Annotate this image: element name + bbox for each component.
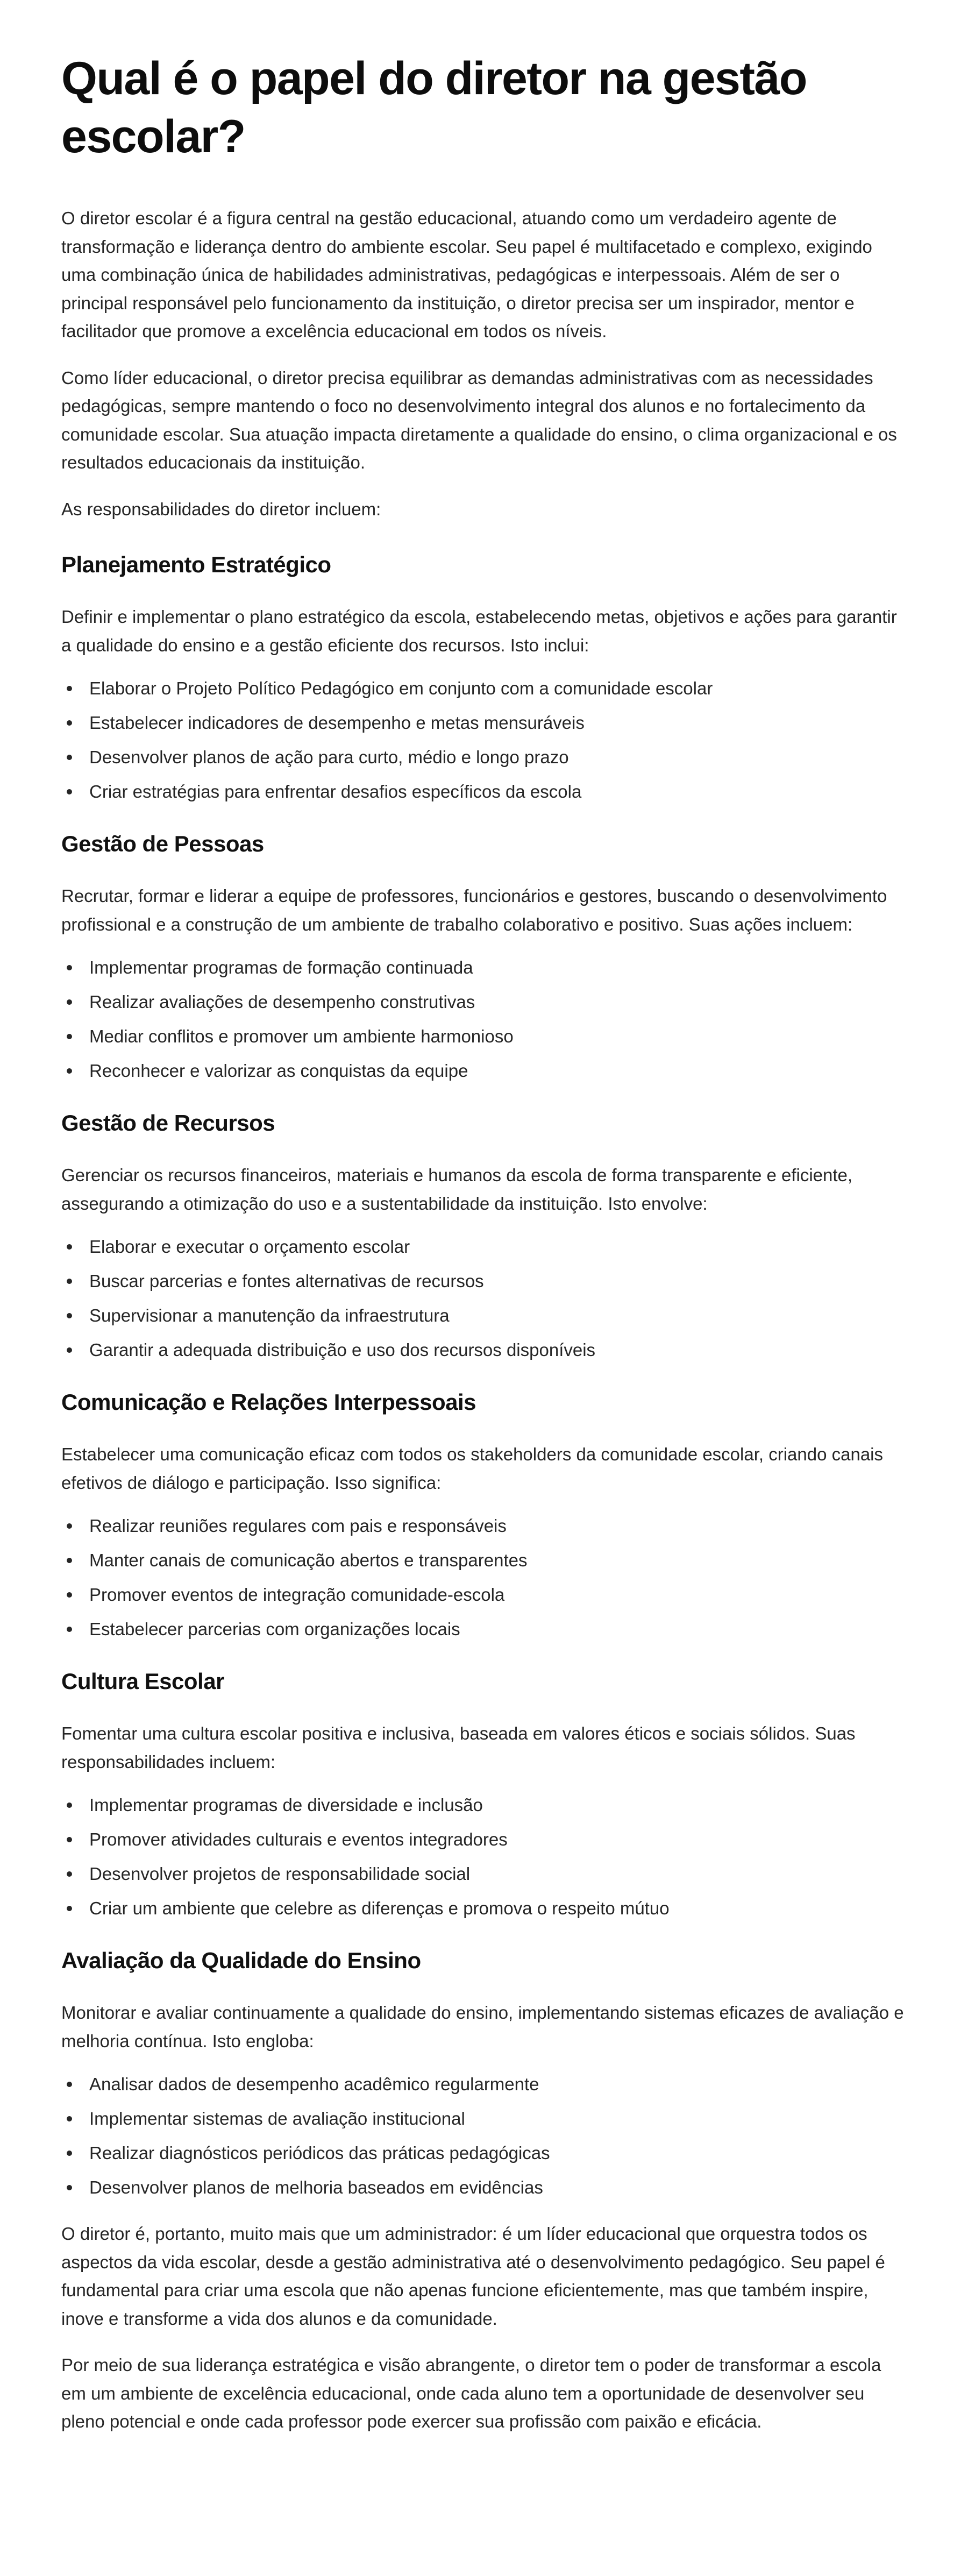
conclusion-paragraph-2: Por meio de sua liderança estratégica e visão abrangente, o diretor tem o poder de transformar a escola em um ambiente de excelência educacional, onde cada aluno tem a oportunidade de desenvolver seu pleno potencial e onde cada professor pode exercer sua profissão com paixão e eficácia. [61, 2355, 881, 2431]
section-comunicacao [61, 1388, 906, 1640]
section-gestao-de-pessoas [61, 829, 906, 1082]
list-item: Realizar diagnósticos periódicos das práticas pedagógicas [61, 2142, 906, 2164]
bullet-list [61, 678, 906, 803]
page-title: Qual é o papel do diretor na gestão escolar? [61, 53, 807, 162]
list-item: Garantir a adequada distribuição e uso dos recursos disponíveis [61, 1339, 906, 1361]
list-item: Promover eventos de integração comunidade-escola [61, 1584, 906, 1606]
list-item: Supervisionar a manutenção da infraestrutura [61, 1305, 906, 1326]
bullet-list [61, 1236, 906, 1361]
bullet-list [61, 2074, 906, 2198]
section-heading: Gestão de Pessoas [61, 831, 264, 856]
section-heading: Cultura Escolar [61, 1669, 224, 1694]
section-heading: Planejamento Estratégico [61, 552, 331, 577]
section-paragraph: Fomentar uma cultura escolar positiva e inclusiva, baseada em valores éticos e sociais sólidos. Suas responsabilidades incluem: [61, 1723, 856, 1772]
list-item: Mediar conflitos e promover um ambiente harmonioso [61, 1026, 906, 1047]
section-heading: Gestão de Recursos [61, 1110, 275, 1136]
section-paragraph: Recrutar, formar e liderar a equipe de professores, funcionários e gestores, buscando o desenvolvimento profissional e a construção de um ambiente de trabalho colaborativo e positivo. Suas ações incluem: [61, 886, 887, 934]
list-item: Manter canais de comunicação abertos e transparentes [61, 1550, 906, 1571]
list-item: Criar um ambiente que celebre as diferenças e promova o respeito mútuo [61, 1898, 906, 1919]
list-item: Implementar programas de formação continuada [61, 957, 906, 978]
bullet-list [61, 1794, 906, 1919]
section-paragraph: Gerenciar os recursos financeiros, materiais e humanos da escola de forma transparente e eficiente, assegurando a otimização do uso e a sustentabilidade da instituição. Isto envolve: [61, 1165, 853, 1214]
section-gestao-de-recursos [61, 1109, 906, 1361]
section-paragraph: Estabelecer uma comunicação eficaz com todos os stakeholders da comunidade escolar, criando canais efetivos de diálogo e participação. Isso significa: [61, 1444, 884, 1493]
list-item: Desenvolver planos de melhoria baseados em evidências [61, 2177, 906, 2198]
section-heading: Comunicação e Relações Interpessoais [61, 1389, 476, 1415]
list-item: Realizar reuniões regulares com pais e responsáveis [61, 1515, 906, 1537]
list-item: Implementar sistemas de avaliação institucional [61, 2108, 906, 2130]
list-item: Estabelecer parcerias com organizações locais [61, 1619, 906, 1640]
list-item: Estabelecer indicadores de desempenho e metas mensuráveis [61, 712, 906, 734]
section-paragraph: Definir e implementar o plano estratégico da escola, estabelecendo metas, objetivos e ações para garantir a qualidade do ensino e a gestão eficiente dos recursos. Isto inclui: [61, 607, 897, 655]
list-item: Elaborar e executar o orçamento escolar [61, 1236, 906, 1258]
list-item: Implementar programas de diversidade e inclusão [61, 1794, 906, 1816]
section-planejamento-estrategico [61, 550, 906, 803]
list-item: Reconhecer e valorizar as conquistas da equipe [61, 1060, 906, 1082]
conclusion-paragraph-1: O diretor é, portanto, muito mais que um administrador: é um líder educacional que orquestra todos os aspectos da vida escolar, desde a gestão administrativa até o desenvolvimento pedagógico. Seu papel é fundamental para criar uma escola que não apenas funcione eficientemente, mas que também inspire, inove e transforme a vida dos alunos e da comunidade. [61, 2224, 885, 2329]
list-item: Promover atividades culturais e eventos integradores [61, 1829, 906, 1850]
section-heading: Avaliação da Qualidade do Ensino [61, 1948, 421, 1973]
bullet-list [61, 957, 906, 1082]
intro-paragraph-3: As responsabilidades do diretor incluem: [61, 499, 381, 519]
article [61, 49, 906, 2454]
list-item: Elaborar o Projeto Político Pedagógico em conjunto com a comunidade escolar [61, 678, 906, 699]
list-item: Analisar dados de desempenho acadêmico regularmente [61, 2074, 906, 2095]
intro-paragraph-1: O diretor escolar é a figura central na gestão educacional, atuando como um verdadeiro agente de transformação e liderança dentro do ambiente escolar. Seu papel é multifacetado e complexo, exigindo uma combinação única de habilidades administrativas, pedagógicas e interpessoais. Além de ser o principal responsável pelo funcionamento da instituição, o diretor precisa ser um inspirador, mentor e facilitador que promove a excelência educacional em todos os níveis. [61, 208, 872, 341]
list-item: Buscar parcerias e fontes alternativas de recursos [61, 1271, 906, 1292]
list-item: Realizar avaliações de desempenho construtivas [61, 991, 906, 1013]
intro-paragraph-2: Como líder educacional, o diretor precisa equilibrar as demandas administrativas com as necessidades pedagógicas, sempre mantendo o foco no desenvolvimento integral dos alunos e no fortalecimento da comunidade escolar. Sua atuação impacta diretamente a qualidade do ensino, o clima organizacional e os resultados educacionais da instituição. [61, 367, 897, 472]
section-avaliacao-qualidade [61, 1946, 906, 2198]
section-paragraph: Monitorar e avaliar continuamente a qualidade do ensino, implementando sistemas eficazes de avaliação e melhoria contínua. Isto engloba: [61, 2003, 904, 2051]
section-cultura-escolar [61, 1667, 906, 1919]
list-item: Desenvolver planos de ação para curto, médio e longo prazo [61, 747, 906, 768]
list-item: Desenvolver projetos de responsabilidade social [61, 1863, 906, 1885]
list-item: Criar estratégias para enfrentar desafios específicos da escola [61, 781, 906, 803]
bullet-list [61, 1515, 906, 1640]
